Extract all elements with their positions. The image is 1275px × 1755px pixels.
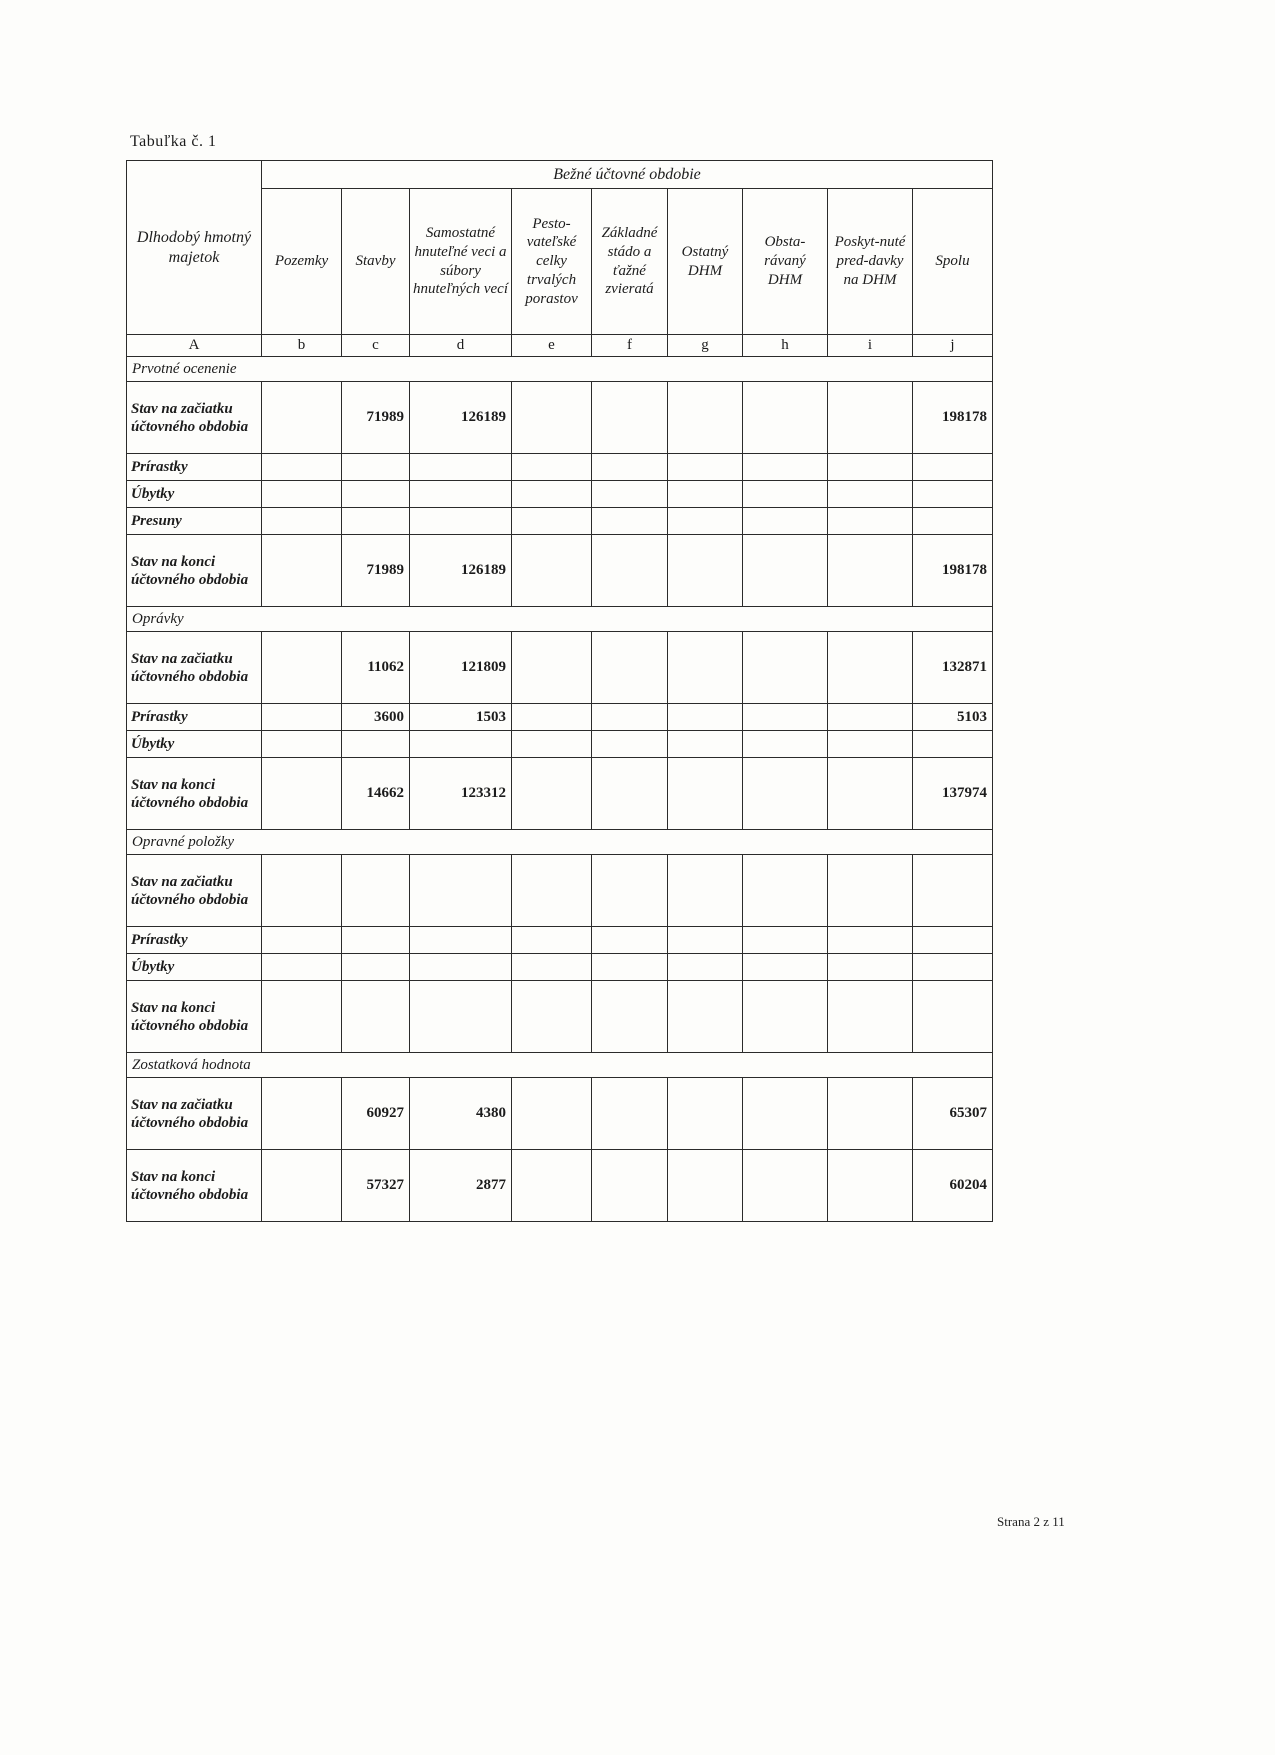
value-cell [512,382,592,454]
value-cell: 1503 [410,704,512,731]
asset-table [126,160,993,1222]
column-letter: i [828,335,913,357]
value-cell [913,855,993,927]
column-header: Spolu [913,189,993,335]
value-cell [828,481,913,508]
value-cell: 60927 [342,1078,410,1150]
value-cell [913,927,993,954]
column-letter: d [410,335,512,357]
table-row [127,731,993,758]
value-cell: 121809 [410,632,512,704]
value-cell [743,382,828,454]
value-cell [668,731,743,758]
column-header: Stavby [342,189,410,335]
value-cell [342,855,410,927]
row-label: Presuny [127,508,262,535]
value-cell: 2877 [410,1150,512,1222]
value-cell [342,954,410,981]
value-cell [668,927,743,954]
value-cell [743,927,828,954]
column-letter: c [342,335,410,357]
value-cell [668,855,743,927]
row-label: Úbytky [127,731,262,758]
column-letter: h [743,335,828,357]
value-cell: 60204 [913,1150,993,1222]
value-cell [342,508,410,535]
value-cell [743,855,828,927]
table-header [127,161,993,357]
value-cell [743,704,828,731]
value-cell [828,382,913,454]
value-cell [828,927,913,954]
value-cell [342,981,410,1053]
row-label: Úbytky [127,481,262,508]
table-row [127,758,993,830]
value-cell [592,1150,668,1222]
value-cell [262,508,342,535]
column-letter: f [592,335,668,357]
value-cell: 5103 [913,704,993,731]
table-row [127,1150,993,1222]
value-cell [262,758,342,830]
value-cell [592,927,668,954]
row-label: Stav na začiatku účtovného obdobia [127,632,262,704]
value-cell [262,704,342,731]
value-cell: 123312 [410,758,512,830]
value-cell: 4380 [410,1078,512,1150]
value-cell: 65307 [913,1078,993,1150]
value-cell [668,758,743,830]
value-cell [592,758,668,830]
value-cell [410,731,512,758]
value-cell [410,954,512,981]
section-label: Oprávky [127,607,993,632]
column-header: Pozemky [262,189,342,335]
value-cell [668,981,743,1053]
value-cell [592,632,668,704]
value-cell [410,454,512,481]
value-cell [262,1078,342,1150]
value-cell [913,454,993,481]
value-cell [743,758,828,830]
value-cell [828,954,913,981]
value-cell [913,508,993,535]
value-cell [592,954,668,981]
row-label: Stav na konci účtovného obdobia [127,535,262,607]
section-label: Opravné položky [127,830,993,855]
value-cell [410,855,512,927]
value-cell [592,1078,668,1150]
table-body [127,357,993,1222]
column-header: Obsta-rávaný DHM [743,189,828,335]
table-row [127,632,993,704]
column-letter: j [913,335,993,357]
value-cell [512,508,592,535]
value-cell [512,731,592,758]
value-cell [668,1150,743,1222]
value-cell [743,1078,828,1150]
value-cell [743,632,828,704]
row-label: Stav na konci účtovného obdobia [127,1150,262,1222]
value-cell [592,508,668,535]
value-cell [743,454,828,481]
value-cell: 71989 [342,535,410,607]
value-cell [913,954,993,981]
value-cell [828,454,913,481]
value-cell [743,731,828,758]
value-cell [410,927,512,954]
table-row [127,927,993,954]
value-cell [668,481,743,508]
value-cell [668,632,743,704]
row-label: Prírastky [127,454,262,481]
table-row [127,855,993,927]
value-cell [262,481,342,508]
value-cell [828,1078,913,1150]
table-row [127,357,993,382]
value-cell: 126189 [410,535,512,607]
value-cell [512,454,592,481]
value-cell [828,855,913,927]
value-cell [913,481,993,508]
period-header: Bežné účtovné obdobie [262,161,993,189]
table-row [127,508,993,535]
column-letter: g [668,335,743,357]
value-cell [913,731,993,758]
row-label: Stav na konci účtovného obdobia [127,758,262,830]
value-cell [668,1078,743,1150]
column-header: Samostatné hnuteľné veci a súbory hnuteľných vecí [410,189,512,335]
page-number: Strana 2 z 11 [997,1514,1065,1529]
value-cell [828,508,913,535]
value-cell [828,632,913,704]
value-cell [262,1150,342,1222]
value-cell [410,508,512,535]
value-cell [512,1150,592,1222]
value-cell [262,382,342,454]
row-label: Stav na konci účtovného obdobia [127,981,262,1053]
row-label: Prírastky [127,704,262,731]
column-header: Ostatný DHM [668,189,743,335]
value-cell: 71989 [342,382,410,454]
value-cell [512,481,592,508]
row-label: Úbytky [127,954,262,981]
value-cell [592,454,668,481]
value-cell [410,481,512,508]
value-cell [262,981,342,1053]
section-label: Zostatková hodnota [127,1053,993,1078]
value-cell [262,632,342,704]
value-cell [828,1150,913,1222]
value-cell [743,1150,828,1222]
table-row [127,830,993,855]
value-cell [592,855,668,927]
value-cell: 57327 [342,1150,410,1222]
value-cell [262,454,342,481]
section-label: Prvotné ocenenie [127,357,993,382]
value-cell [410,981,512,1053]
value-cell [342,927,410,954]
value-cell [668,382,743,454]
value-cell [668,704,743,731]
value-cell [262,954,342,981]
value-cell: 198178 [913,382,993,454]
value-cell [828,731,913,758]
value-cell [262,731,342,758]
table-row [127,704,993,731]
value-cell [743,508,828,535]
value-cell: 126189 [410,382,512,454]
value-cell [668,454,743,481]
table-row [127,535,993,607]
value-cell [512,855,592,927]
value-cell [342,731,410,758]
value-cell [512,1078,592,1150]
row-label: Stav na začiatku účtovného obdobia [127,382,262,454]
row-label: Stav na začiatku účtovného obdobia [127,855,262,927]
column-letter: b [262,335,342,357]
value-cell [592,535,668,607]
value-cell [592,382,668,454]
value-cell [592,731,668,758]
table-title: Tabuľka č. 1 [130,133,217,150]
value-cell: 14662 [342,758,410,830]
column-header: Pesto-vateľské celky trvalých porastov [512,189,592,335]
value-cell: 137974 [913,758,993,830]
value-cell [668,535,743,607]
value-cell [342,481,410,508]
value-cell [262,927,342,954]
value-cell [512,758,592,830]
value-cell [512,535,592,607]
value-cell [743,481,828,508]
value-cell: 3600 [342,704,410,731]
table-row [127,607,993,632]
table-row [127,1053,993,1078]
value-cell: 198178 [913,535,993,607]
value-cell [668,954,743,981]
table-row [127,1078,993,1150]
value-cell [828,535,913,607]
value-cell [668,508,743,535]
value-cell [342,454,410,481]
value-cell [262,535,342,607]
row-label: Prírastky [127,927,262,954]
value-cell [743,535,828,607]
value-cell [262,855,342,927]
value-cell [592,704,668,731]
column-letter: e [512,335,592,357]
value-cell [828,981,913,1053]
value-cell [828,758,913,830]
value-cell [592,481,668,508]
value-cell [512,927,592,954]
value-cell: 11062 [342,632,410,704]
row-label: Stav na začiatku účtovného obdobia [127,1078,262,1150]
column-letter: A [127,335,262,357]
column-header: Základné stádo a ťažné zvieratá [592,189,668,335]
table-row [127,954,993,981]
value-cell [592,981,668,1053]
value-cell [743,954,828,981]
value-cell [913,981,993,1053]
value-cell [512,981,592,1053]
value-cell [743,981,828,1053]
table-row [127,382,993,454]
table-row [127,481,993,508]
value-cell [512,632,592,704]
value-cell: 132871 [913,632,993,704]
column-header: Poskyt-nuté pred-davky na DHM [828,189,913,335]
value-cell [828,704,913,731]
value-cell [512,954,592,981]
table-row [127,981,993,1053]
corner-header: Dlhodobý hmotný majetok [127,161,262,335]
table-row [127,454,993,481]
value-cell [512,704,592,731]
